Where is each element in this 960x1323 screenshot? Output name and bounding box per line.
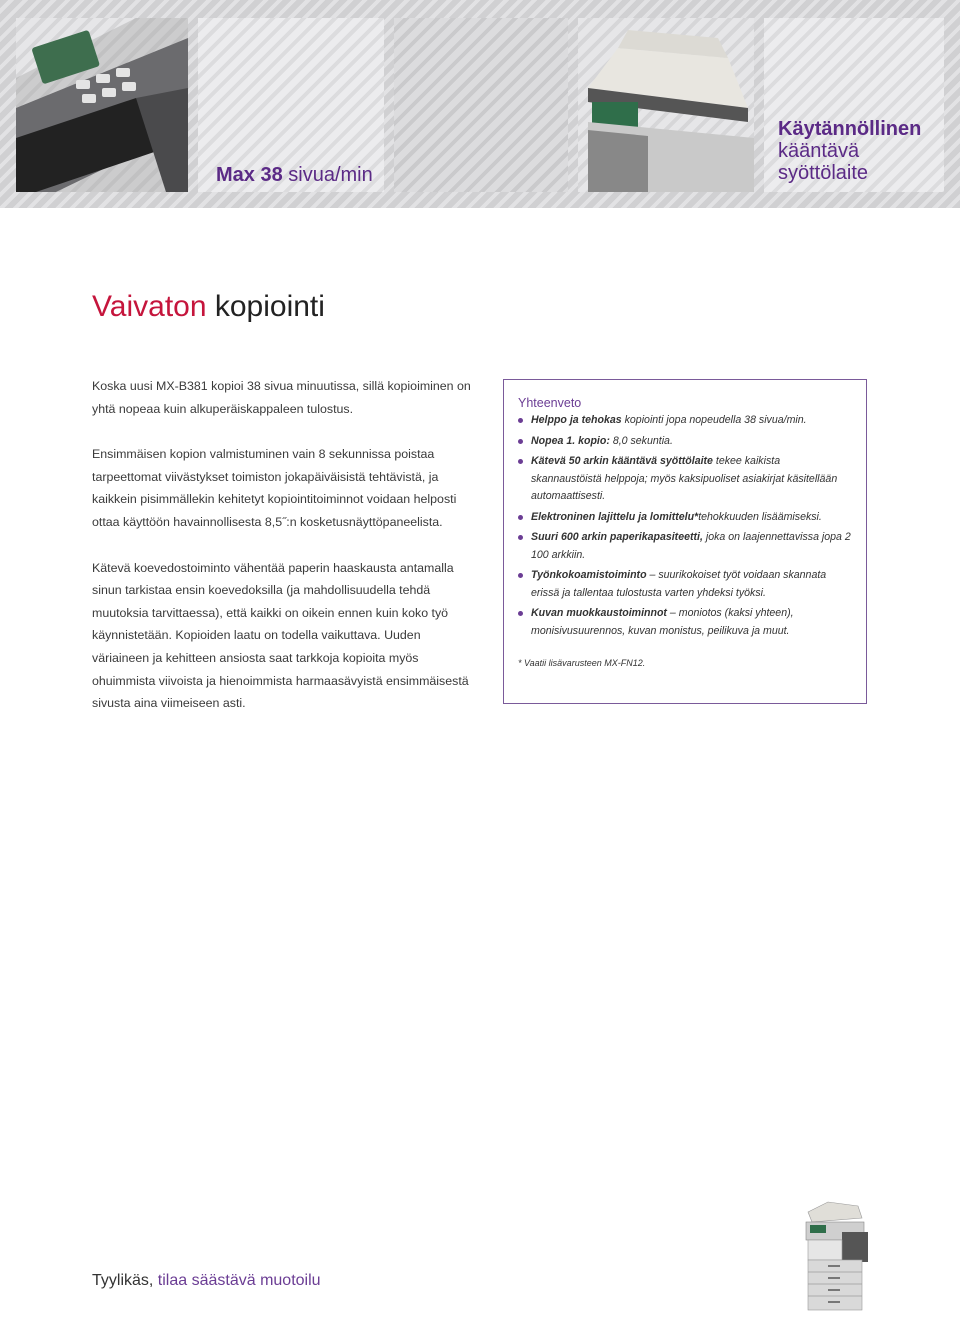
summary-heading: Yhteenveto [518,396,582,410]
list-item: Helppo ja tehokas kopiointi jopa nopeudella 38 sivua/min. [518,412,852,430]
list-item: Suuri 600 arkin paperikapasiteetti, joka on laajennettavissa jopa 2 100 arkkiin. [518,529,852,564]
paragraph-intro: Koska uusi MX-B381 kopioi 38 sivua minuutissa, sillä kopioiminen on yhtä nopeaa kuin alkuperäiskappaleen tulostus. [92,379,471,416]
paragraph-proof-copy: Kätevä koevedostoiminto vähentää paperin haaskausta antamalla sinun tarkistaa ensin koevedoksilla (ja mahdollisuudella tehdä muutoksia tarvittaessa), että kaikki on oikein ennen kuin koko työ käynnistetään. Kopioiden laatu on todella vaikuttava. Uuden väriaineen ja kehitteen ansiosta saat tarkkoja kopioita myös ohuimmista viivoista ja hienoimmista harmaasävyistä ensimmäisestä sivusta aina viimeiseen asti. [92,560,469,711]
pattern-tile [394,18,568,192]
feeder-tile [764,18,944,192]
body-text [92,375,472,738]
copier-feeder-illustration [578,18,754,192]
list-item: Elektroninen lajittelu ja lomittelu*tehokkuuden lisäämiseksi. [518,509,852,527]
footer-caption: Tyylikäs, tilaa säästävä muotoilu [92,1272,321,1289]
header-band [0,0,960,208]
speed-tile [198,18,384,192]
list-item: Nopea 1. kopio: 8,0 sekuntia. [518,433,852,451]
speed-label: Max 38 sivua/min [216,164,373,186]
summary-box [503,379,867,704]
photo-tile-control-panel [16,18,188,192]
list-item: Kätevä 50 arkin kääntävä syöttölaite tekee kaikista skannaustöistä helppoja; myös kaksipuoliset asiakirjat käsitellään automaattisesti. [518,453,852,506]
photo-tile-document-feeder [578,18,754,192]
list-item: Kuvan muokkaustoiminnot – moniotos (kaksi yhteen), monisivusuurennos, kuvan monistus, peilikuva ja muut. [518,605,852,640]
feeder-label: Käytännöllinen kääntävä syöttölaite [778,118,922,184]
list-item: Työnkokoamistoiminto – suurikokoiset työt voidaan skannata erissä ja tallentaa tulostusta varten yhdeksi työksi. [518,567,852,602]
paragraph-first-copy: Ensimmäisen kopion valmistuminen vain 8 sekunnissa poistaa tarpeettomat viivästykset toimiston jokapäiväisistä tehtävistä, ja kaikkein pisimmällekin kehitetyt kopiointitoiminnot voidaan helposti ottaa käyttöön havainnollisesta 8,5˝:n kosketusnäyttöpaneelista. [92,447,457,529]
footnote: * Vaatii lisävarusteen MX-FN12. [518,658,646,668]
summary-list [518,412,852,640]
control-panel-illustration [16,18,188,192]
page-title: Vaivaton kopiointi [92,290,325,323]
copier-thumbnail-image [798,1198,870,1314]
